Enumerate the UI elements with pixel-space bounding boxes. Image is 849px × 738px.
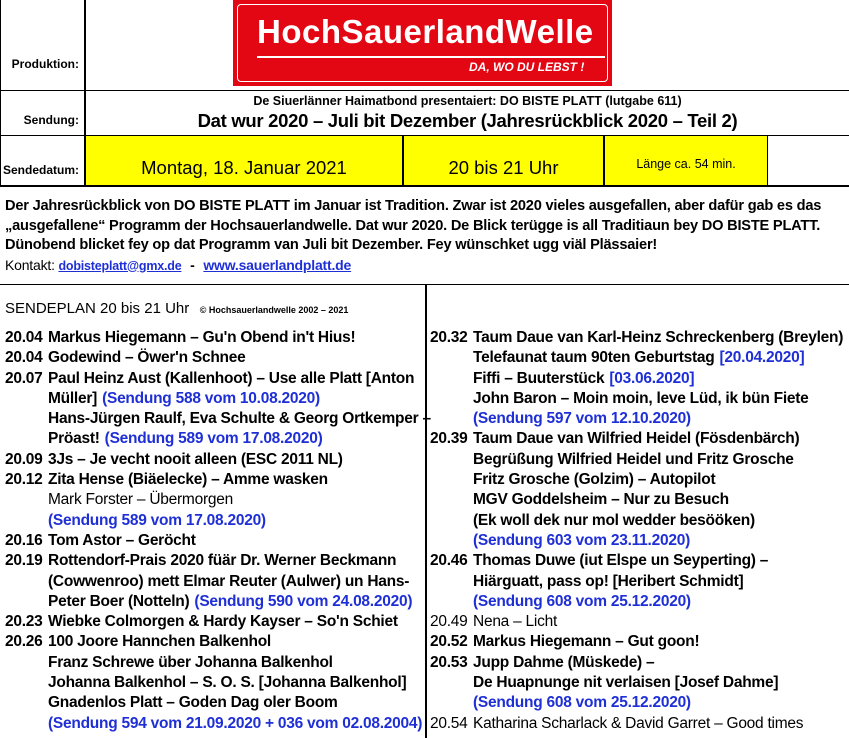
schedule-entry: Hiärguatt, pass op! [Heribert Schmidt]	[473, 572, 744, 590]
schedule-time: 20.19	[5, 552, 43, 570]
schedule-row	[5, 511, 425, 531]
schedule-time: 20.09	[5, 450, 43, 468]
sendung-reference: (Sendung 590 vom 24.08.2020)	[194, 592, 413, 610]
schedule-entry: 3Js – Je vecht nooit alleen (ESC 2011 NL)	[48, 450, 343, 468]
contact-label: Kontakt:	[5, 256, 55, 273]
schedule-row	[430, 389, 849, 409]
logo-underline	[257, 56, 605, 58]
schedule-row	[430, 490, 849, 510]
schedule-entry: Jupp Dahme (Müskede) –	[473, 653, 655, 671]
schedule-row	[5, 328, 425, 348]
schedule-entry: Thomas Duwe (iut Elspe un Seyperting) –	[473, 552, 769, 570]
schedule-time: 20.26	[5, 633, 43, 651]
schedule-row	[5, 470, 425, 490]
sendung-reference: (Sendung 603 vom 23.11.2020)	[473, 531, 690, 549]
hochsauerlandwelle-logo	[233, 0, 612, 86]
schedule-row	[5, 714, 425, 734]
schedule-row	[430, 592, 849, 612]
column-divider	[425, 285, 427, 738]
schedule-entry: Gnadenlos Platt – Goden Dag oler Boom	[48, 694, 338, 712]
frame-left-border	[0, 0, 1, 186]
schedule-time: 20.23	[5, 613, 43, 631]
logo-wordmark: HochSauerlandWelle	[257, 13, 594, 50]
schedule-left-column	[5, 328, 431, 734]
sendedatum-length: Länge ca. 54 min.	[636, 157, 736, 171]
schedule-entry: Wiebke Colmorgen & Hardy Kayser – So'n Schiet	[48, 613, 398, 631]
schedule-row	[430, 328, 849, 348]
schedule-row	[5, 693, 425, 713]
sendung-subtitle: De Siuerlänner Haimatbond presentaiert: DO BISTE PLATT (lutgabe 611)	[253, 94, 682, 108]
schedule-entry: Markus Hiegemann – Gu'n Obend in't Hius!	[48, 329, 356, 346]
schedule-entry: Mark Forster – Übermorgen	[48, 491, 233, 509]
schedule-time: 20.39	[430, 430, 468, 448]
intro-text	[5, 197, 849, 276]
schedule-row	[430, 693, 849, 713]
sendeplan-title: SENDEPLAN 20 bis 21 Uhr	[5, 300, 190, 317]
contact-separator: -	[190, 256, 195, 273]
schedule-time: 20.04	[5, 349, 43, 367]
sendung-reference: (Sendung 594 vom 21.09.2020 + 036 vom 02.08.2004)	[48, 714, 423, 732]
schedule-row	[430, 511, 849, 531]
website-link[interactable]: www.sauerlandplatt.de	[203, 256, 352, 273]
schedule-entry: Pröast!	[48, 430, 100, 448]
schedule-entry: (Cowwenroo) mett Elmar Reuter (Aulwer) un Hans-	[48, 572, 410, 590]
schedule-row	[430, 714, 849, 734]
schedule-row	[430, 673, 849, 693]
sendeplan-copyright: © Hochsauerlandwelle 2002 – 2021	[199, 305, 349, 315]
schedule-entry: Begrüßung Wilfried Heidel und Fritz Grosche	[473, 450, 794, 468]
schedule-row	[5, 450, 425, 470]
schedule-entry: MGV Goddelsheim – Nur zu Besuch	[473, 491, 729, 509]
schedule-entry: Rottendorf-Prais 2020 füär Dr. Werner Beckmann	[48, 552, 397, 570]
sendung-reference: (Sendung 608 vom 25.12.2020)	[473, 592, 691, 610]
schedule-row	[5, 348, 425, 368]
schedule-row	[5, 653, 425, 673]
schedule-row	[430, 369, 849, 389]
schedule-time: 20.46	[430, 552, 468, 570]
schedule-row	[430, 429, 849, 449]
schedule-time: 20.52	[430, 633, 468, 651]
schedule-entry: Johanna Balkenhol – S. O. S. [Johanna Balkenhol]	[48, 674, 407, 692]
sendung-reference: [20.04.2020]	[719, 349, 805, 367]
intro-line-2: „ausgefallene“ Programm der Hochsauerlandwelle. Dat wur 2020. De Blick terügge is all Traditiaun bey DO BISTE PLATT.	[5, 217, 821, 234]
contact-line	[5, 256, 849, 277]
schedule-entry: Müller]	[48, 389, 98, 407]
schedule-right-column	[430, 328, 849, 734]
schedule-entry: 100 Joore Hannchen Balkenhol	[48, 633, 271, 651]
sendung-reference: (Sendung 589 vom 17.08.2020)	[104, 430, 323, 448]
schedule-time: 20.16	[5, 531, 43, 549]
label-sendedatum: Sendedatum:	[2, 163, 79, 177]
schedule-row	[5, 673, 425, 693]
label-sendung: Sendung:	[23, 113, 79, 127]
sendung-reference: (Sendung 589 vom 17.08.2020)	[48, 511, 266, 529]
schedule-entry: Telefaunat taum 90ten Geburtstag	[473, 349, 715, 367]
schedule-row	[430, 632, 849, 652]
schedule-row	[430, 531, 849, 551]
sendung-reference: (Sendung 597 vom 12.10.2020)	[473, 410, 691, 428]
schedule-row	[5, 572, 425, 592]
divider-produktion	[0, 90, 849, 91]
schedule-row	[430, 612, 849, 632]
schedule-time: 20.04	[5, 329, 43, 346]
schedule-row	[430, 551, 849, 571]
schedule-row	[5, 592, 425, 612]
schedule-time: 20.07	[5, 369, 43, 387]
schedule-entry: Taum Daue van Karl-Heinz Schreckenberg (Breylen)	[473, 329, 844, 346]
schedule-row	[430, 470, 849, 490]
schedule-row	[5, 369, 425, 389]
email-link[interactable]: dobisteplatt@gmx.de	[58, 258, 182, 273]
sendung-reference: (Sendung 608 vom 25.12.2020)	[473, 694, 691, 712]
schedule-time: 20.32	[430, 329, 468, 346]
schedule-entry: Katharina Scharlack & David Garret – Good times	[473, 714, 804, 732]
schedule-row	[430, 450, 849, 470]
sendedatum-time: 20 bis 21 Uhr	[448, 157, 559, 178]
schedule-entry: Franz Schrewe über Johanna Balkenhol	[48, 653, 333, 671]
schedule-entry: Paul Heinz Aust (Kallenhoot) – Use alle Platt [Anton	[48, 369, 415, 387]
schedule-entry: Hans-Jürgen Raulf, Eva Schulte & Georg Ortkemper –	[48, 410, 431, 428]
length-right-divider	[767, 136, 768, 185]
schedule-row	[5, 632, 425, 652]
schedule-time: 20.49	[430, 613, 468, 631]
schedule-entry: Markus Hiegemann – Gut goon!	[473, 633, 700, 651]
schedule-row	[430, 409, 849, 429]
schedule-row	[430, 572, 849, 592]
schedule-row	[5, 429, 425, 449]
schedule-time: 20.12	[5, 471, 43, 489]
schedule-entry: Nena – Licht	[473, 613, 558, 631]
sendung-reference: (Sendung 588 vom 10.08.2020)	[102, 389, 320, 407]
schedule-entry: John Baron – Moin moin, leve Lüd, ik bün Fiete	[473, 389, 809, 407]
logo-slogan: DA, WO DU LEBST !	[469, 60, 585, 74]
divider-sendedatum	[0, 185, 849, 187]
schedule-time: 20.54	[430, 714, 468, 732]
schedule-time: 20.53	[430, 653, 468, 671]
schedule-row	[5, 389, 425, 409]
sendung-reference: [03.06.2020]	[609, 369, 695, 387]
sendung-title: Dat wur 2020 – Juli bit Dezember (Jahresrückblick 2020 – Teil 2)	[197, 110, 738, 131]
schedule-entry: Tom Astor – Geröcht	[48, 531, 196, 549]
schedule-entry: Zita Hense (Biäelecke) – Amme wasken	[48, 471, 328, 489]
schedule-row	[430, 653, 849, 673]
intro-line-1: Der Jahresrückblick von DO BISTE PLATT im Januar ist Tradition. Zwar ist 2020 vieles ausgefallen, aber dafür gab es das	[5, 198, 822, 214]
schedule-entry: Fiffi – Buuterstück	[473, 369, 605, 387]
schedule-entry: Taum Daue van Wilfried Heidel (Fösdenbärch)	[473, 430, 800, 448]
schedule-entry: (Ek woll dek nur mol wedder besööken)	[473, 511, 755, 529]
schedule-row	[430, 348, 849, 368]
sendedatum-date: Montag, 18. Januar 2021	[141, 157, 347, 178]
schedule-entry: De Huapnunge nit verlaisen [Josef Dahme]	[473, 674, 779, 692]
sendeplan-header	[5, 300, 348, 318]
label-produktion: Produktion:	[11, 57, 79, 71]
schedule-row	[5, 551, 425, 571]
schedule-entry: Godewind – Öwer'n Schnee	[48, 349, 246, 367]
schedule-row	[5, 409, 431, 429]
schedule-row	[5, 612, 425, 632]
schedule-entry: Fritz Grosche (Golzim) – Autopilot	[473, 471, 716, 489]
intro-line-3: Dünobend blicket fey op dat Programm van Juli bit Dezember. Fey wünschket ugg viäl Plässaier!	[5, 237, 658, 253]
schedule-row	[5, 531, 425, 551]
schedule-row	[5, 490, 425, 510]
schedule-entry: Peter Boer (Notteln)	[48, 592, 190, 610]
